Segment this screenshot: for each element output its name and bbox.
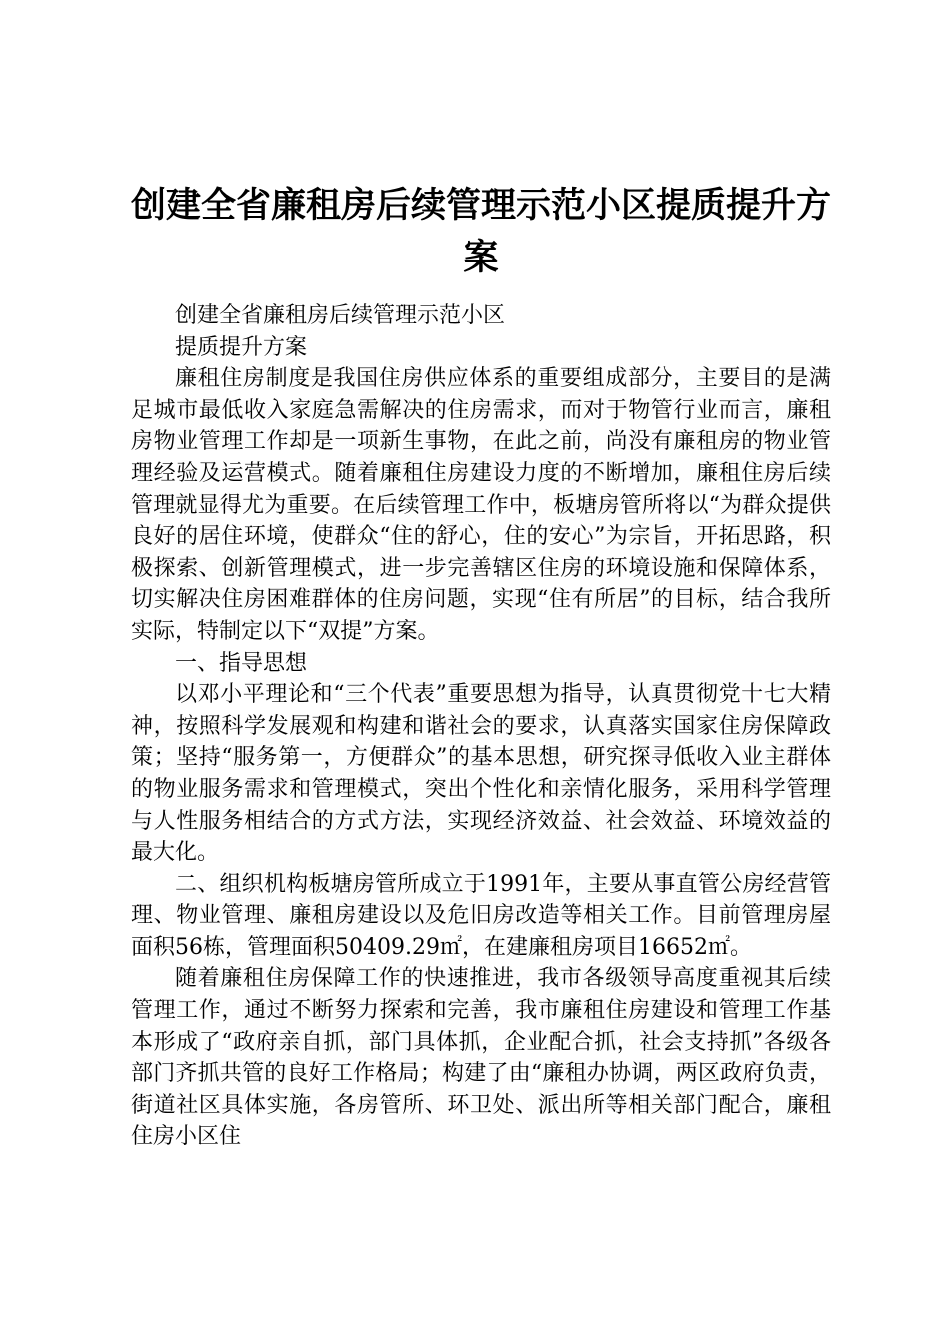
document-page (131, 180, 831, 1153)
guiding-ideology-paragraph: 以邓小平理论和“三个代表”重要思想为指导，认真贯彻党十七大精神，按照科学发展观和构建和谐社会的要求，认真落实国家住房保障政策；坚持“服务第一，方便群众”的基本思想，研究探寻低收入业主群体的物业服务需求和管理模式，突出个性化和亲情化服务，采用科学管理与人性服务相结合的方式方法，实现经济效益、社会效益、环境效益的最大化。 (131, 682, 831, 866)
organization-paragraph: 二、组织机构板塘房管所成立于1991年，主要从事直管公房经营管理、物业管理、廉租房建设以及危旧房改造等相关工作。目前管理房屋面积56栋，管理面积50409.29㎡，在建廉租房项目16652㎡。 (131, 871, 831, 960)
title-line-2: 案 (463, 238, 499, 278)
intro-paragraph: 廉租住房制度是我国住房供应体系的重要组成部分，主要目的是满足城市最低收入家庭急需解决的住房需求，而对于物管行业而言，廉租房物业管理工作却是一项新生事物，在此之前，尚没有廉租房的物业管理经验及运营模式。随着廉租住房建设力度的不断增加，廉租住房后续管理就显得尤为重要。在后续管理工作中，板塘房管所将以“为群众提供良好的居住环境，使群众“住的舒心，住的安心”为宗旨，开拓思路，积极探索、创新管理模式，进一步完善辖区住房的环境设施和保障体系，切实解决住房困难群体的住房问题，实现“住有所居”的目标，结合我所实际，特制定以下“双提”方案。 (131, 366, 831, 644)
background-paragraph: 随着廉租住房保障工作的快速推进，我市各级领导高度重视其后续管理工作，通过不断努力探索和完善，我市廉租住房建设和管理工作基本形成了“政府亲自抓，部门具体抓，企业配合抓，社会支持抓”各级各部门齐抓共管的良好工作格局；构建了由“廉租办协调，两区政府负责，街道社区具体实施，各房管所、环卫处、派出所等相关部门配合，廉租住房小区住 (131, 966, 831, 1150)
document-title (131, 180, 831, 284)
section-heading-guiding-ideology: 一、指导思想 (175, 650, 308, 676)
title-line-1: 创建全省廉租房后续管理示范小区提质提升方 (130, 186, 831, 226)
document-body (131, 300, 831, 1153)
subtitle-line-1: 创建全省廉租房后续管理示范小区 (175, 303, 506, 328)
subtitle-line-2: 提质提升方案 (175, 334, 308, 360)
